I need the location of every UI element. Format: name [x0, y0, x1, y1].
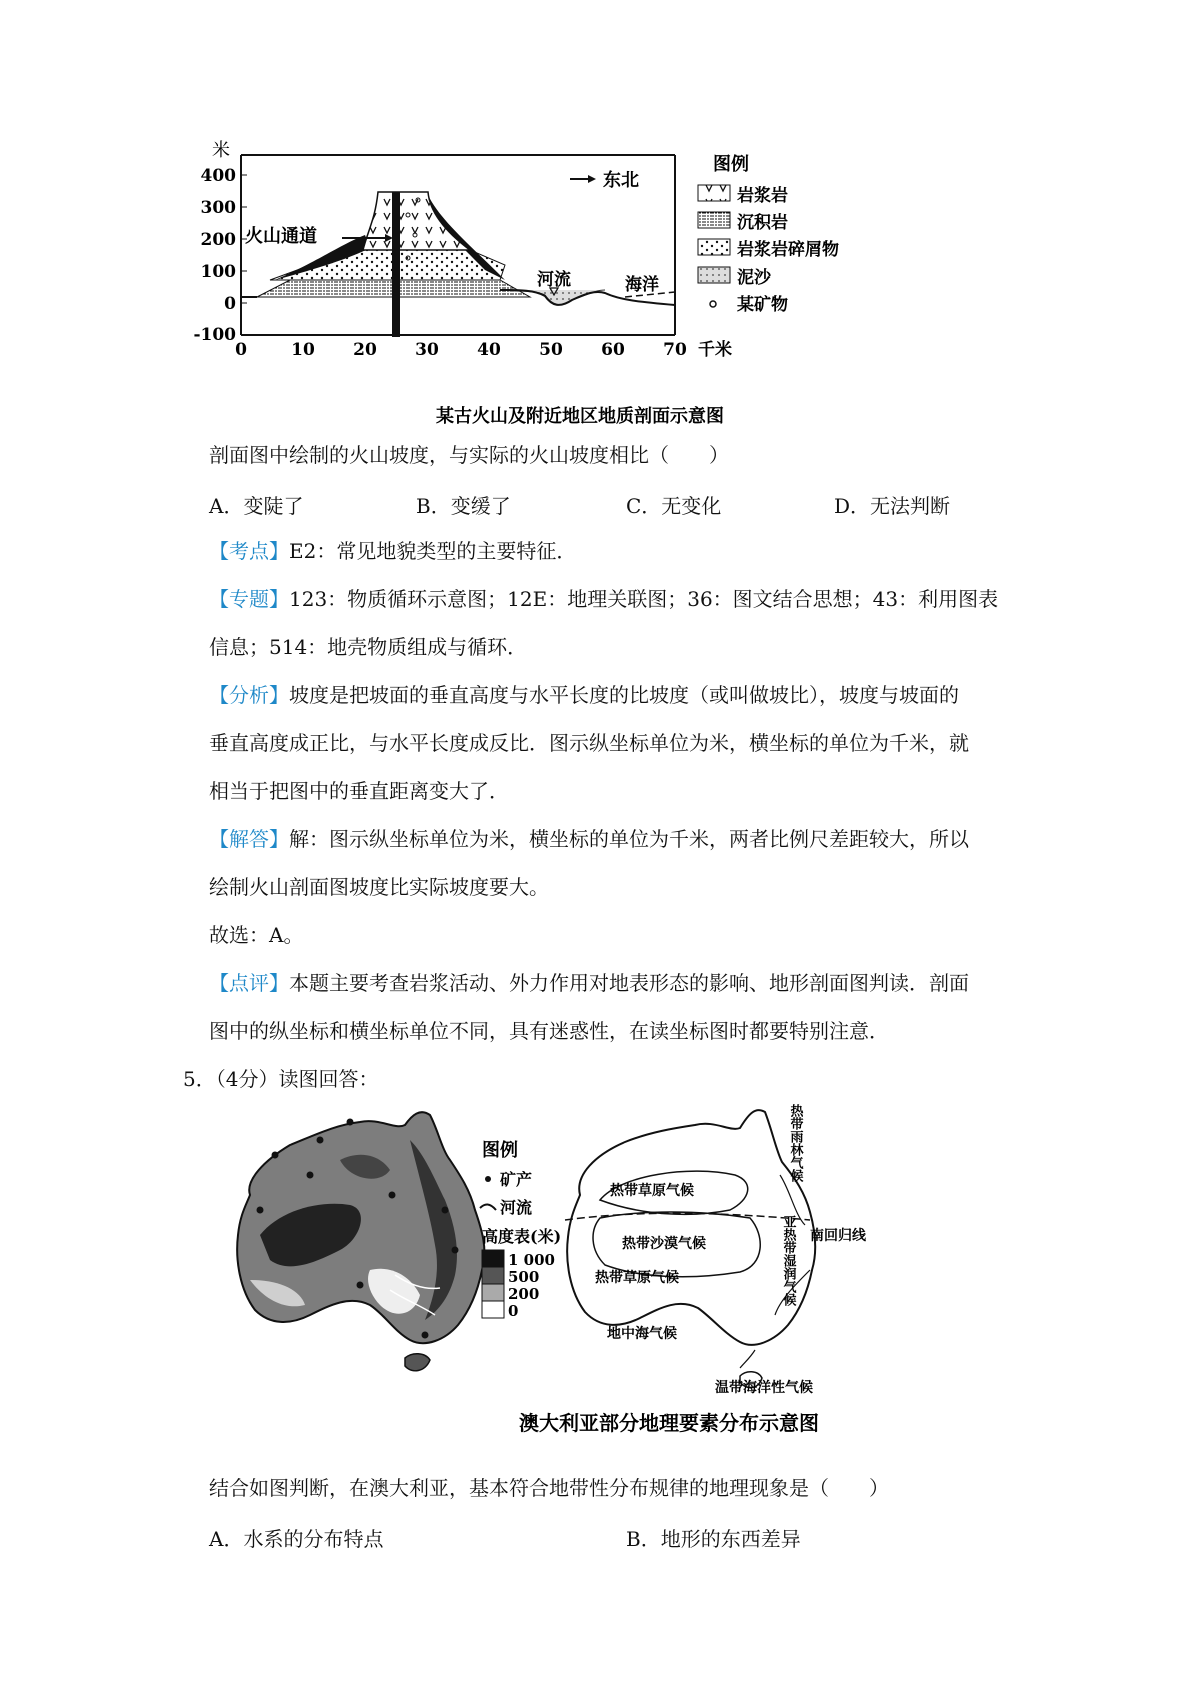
x-tick: 10 — [291, 340, 315, 360]
x-tick: 30 — [415, 340, 439, 360]
zhuanti-line-2: 信息；514：地壳物质组成与循环． — [209, 635, 528, 659]
climate-label: 温带海洋性气候 — [715, 1380, 813, 1396]
figure1-caption: 某古火山及附近地区地质剖面示意图 — [436, 406, 724, 427]
zhuanti-text-1: 123：物质循环示意图；12E：地理关联图；36：图文结合思想；43：利用图表 — [289, 587, 999, 611]
x-tick: 40 — [477, 340, 501, 360]
rainforest-label: 热带雨林气候 — [787, 1104, 803, 1182]
zhuanti-line-1 — [209, 586, 998, 612]
q5-option-a: A．水系的分布特点 — [209, 1527, 384, 1551]
ocean-label: 海洋 — [625, 275, 659, 295]
terrain-map — [237, 1112, 484, 1371]
map-legend-elevation: 高度表(米) — [482, 1227, 562, 1246]
q5-heading: 5．（4分）读图回答： — [183, 1067, 379, 1091]
elevation-value: 0 — [508, 1302, 519, 1320]
x-tick: 0 — [235, 340, 247, 360]
x-tick: 70 — [663, 340, 687, 360]
zhuanti-tag: 【专题】 — [209, 587, 289, 611]
legend-item: 沉积岩 — [737, 213, 788, 233]
jieda-line-2: 绘制火山剖面图坡度比实际坡度要大。 — [209, 875, 549, 899]
x-axis — [235, 339, 732, 360]
elevation-value: 1 000 — [508, 1251, 555, 1269]
x-tick: 50 — [539, 340, 563, 360]
figure1-legend — [698, 153, 839, 315]
q4-option-a: A．变陡了 — [209, 494, 304, 518]
y-tick: 200 — [200, 230, 236, 250]
subtropical-label: 亚热带湿润气候 — [780, 1215, 796, 1306]
y-tick: 300 — [200, 198, 236, 218]
legend-item: 岩浆岩碎屑物 — [737, 240, 839, 260]
climate-label: 热带草原气候 — [595, 1270, 679, 1286]
y-tick: 0 — [224, 294, 236, 314]
legend-item: 泥沙 — [737, 268, 771, 288]
fenxi-line-1 — [209, 682, 959, 708]
y-tick: 400 — [200, 166, 236, 186]
australia-figure — [220, 1100, 1020, 1440]
y-tick: -100 — [193, 325, 236, 345]
dianping-line-2: 图中的纵坐标和横坐标单位不同，具有迷惑性，在读坐标图时都要特别注意． — [209, 1019, 889, 1043]
q4-options — [209, 490, 969, 516]
y-tick: 100 — [200, 262, 236, 282]
q5-options — [209, 1523, 969, 1549]
fenxi-text-1: 坡度是把坡面的垂直高度与水平长度的比坡度（或叫做坡比），坡度与坡面的 — [289, 683, 959, 707]
x-tick: 20 — [353, 340, 377, 360]
fenxi-tag: 【分析】 — [209, 683, 289, 707]
kaodian-text: E2：常见地貌类型的主要特征． — [289, 539, 577, 563]
q5-question: 结合如图判断，在澳大利亚，基本符合地带性分布规律的地理现象是（ ） — [209, 1476, 889, 1500]
q4-option-d: D．无法判断 — [834, 494, 951, 518]
climate-map — [565, 1110, 867, 1396]
direction-label: 东北 — [603, 170, 639, 191]
jieda-text-1: 解：图示纵坐标单位为米，横坐标的单位为千米，两者比例尺差距较大，所以 — [289, 827, 969, 851]
map-legend-river: 河流 — [500, 1198, 533, 1217]
q4-option-b: B．变缓了 — [416, 494, 511, 518]
kaodian-line — [209, 538, 576, 564]
climate-label: 地中海气候 — [607, 1326, 677, 1342]
river-label: 河流 — [537, 270, 571, 290]
map-legend — [480, 1139, 561, 1320]
y-unit-label: 米 — [212, 140, 230, 161]
jieda-line-1 — [209, 826, 969, 852]
tropic-label: 南回归线 — [810, 1228, 866, 1244]
dianping-tag: 【点评】 — [209, 971, 289, 995]
jieda-tag: 【解答】 — [209, 827, 289, 851]
x-unit-label: 千米 — [698, 340, 732, 360]
elevation-value: 500 — [508, 1268, 540, 1286]
legend-title: 图例 — [713, 154, 749, 175]
answer-line: 故选：A。 — [209, 923, 304, 947]
fenxi-line-3: 相当于把图中的垂直距离变大了． — [209, 779, 509, 803]
dianping-text-1: 本题主要考查岩浆活动、外力作用对地表形态的影响、地形剖面图判读．剖面 — [289, 971, 969, 995]
figure2-caption: 澳大利亚部分地理要素分布示意图 — [519, 1411, 819, 1435]
volcano-geology — [241, 175, 675, 337]
climate-label: 热带沙漠气候 — [622, 1236, 706, 1252]
q4-question: 剖面图中绘制的火山坡度，与实际的火山坡度相比（ ） — [209, 443, 729, 467]
elevation-value: 200 — [508, 1285, 540, 1303]
channel-label: 火山通道 — [245, 226, 317, 247]
map-legend-title: 图例 — [482, 1140, 518, 1161]
x-tick: 60 — [601, 340, 625, 360]
map-legend-mineral: 矿产 — [500, 1170, 533, 1189]
volcano-section-figure — [193, 140, 960, 430]
q4-option-c: C．无变化 — [626, 494, 722, 518]
q5-option-b: B．地形的东西差异 — [626, 1527, 801, 1551]
legend-item: 某矿物 — [737, 295, 788, 315]
fenxi-line-2: 垂直高度成正比，与水平长度成反比．图示纵坐标单位为米，横坐标的单位为千米，就 — [209, 731, 969, 755]
climate-label: 热带草原气候 — [610, 1183, 694, 1199]
kaodian-tag: 【考点】 — [209, 539, 289, 563]
dianping-line-1 — [209, 970, 969, 996]
legend-item: 岩浆岩 — [737, 186, 788, 206]
